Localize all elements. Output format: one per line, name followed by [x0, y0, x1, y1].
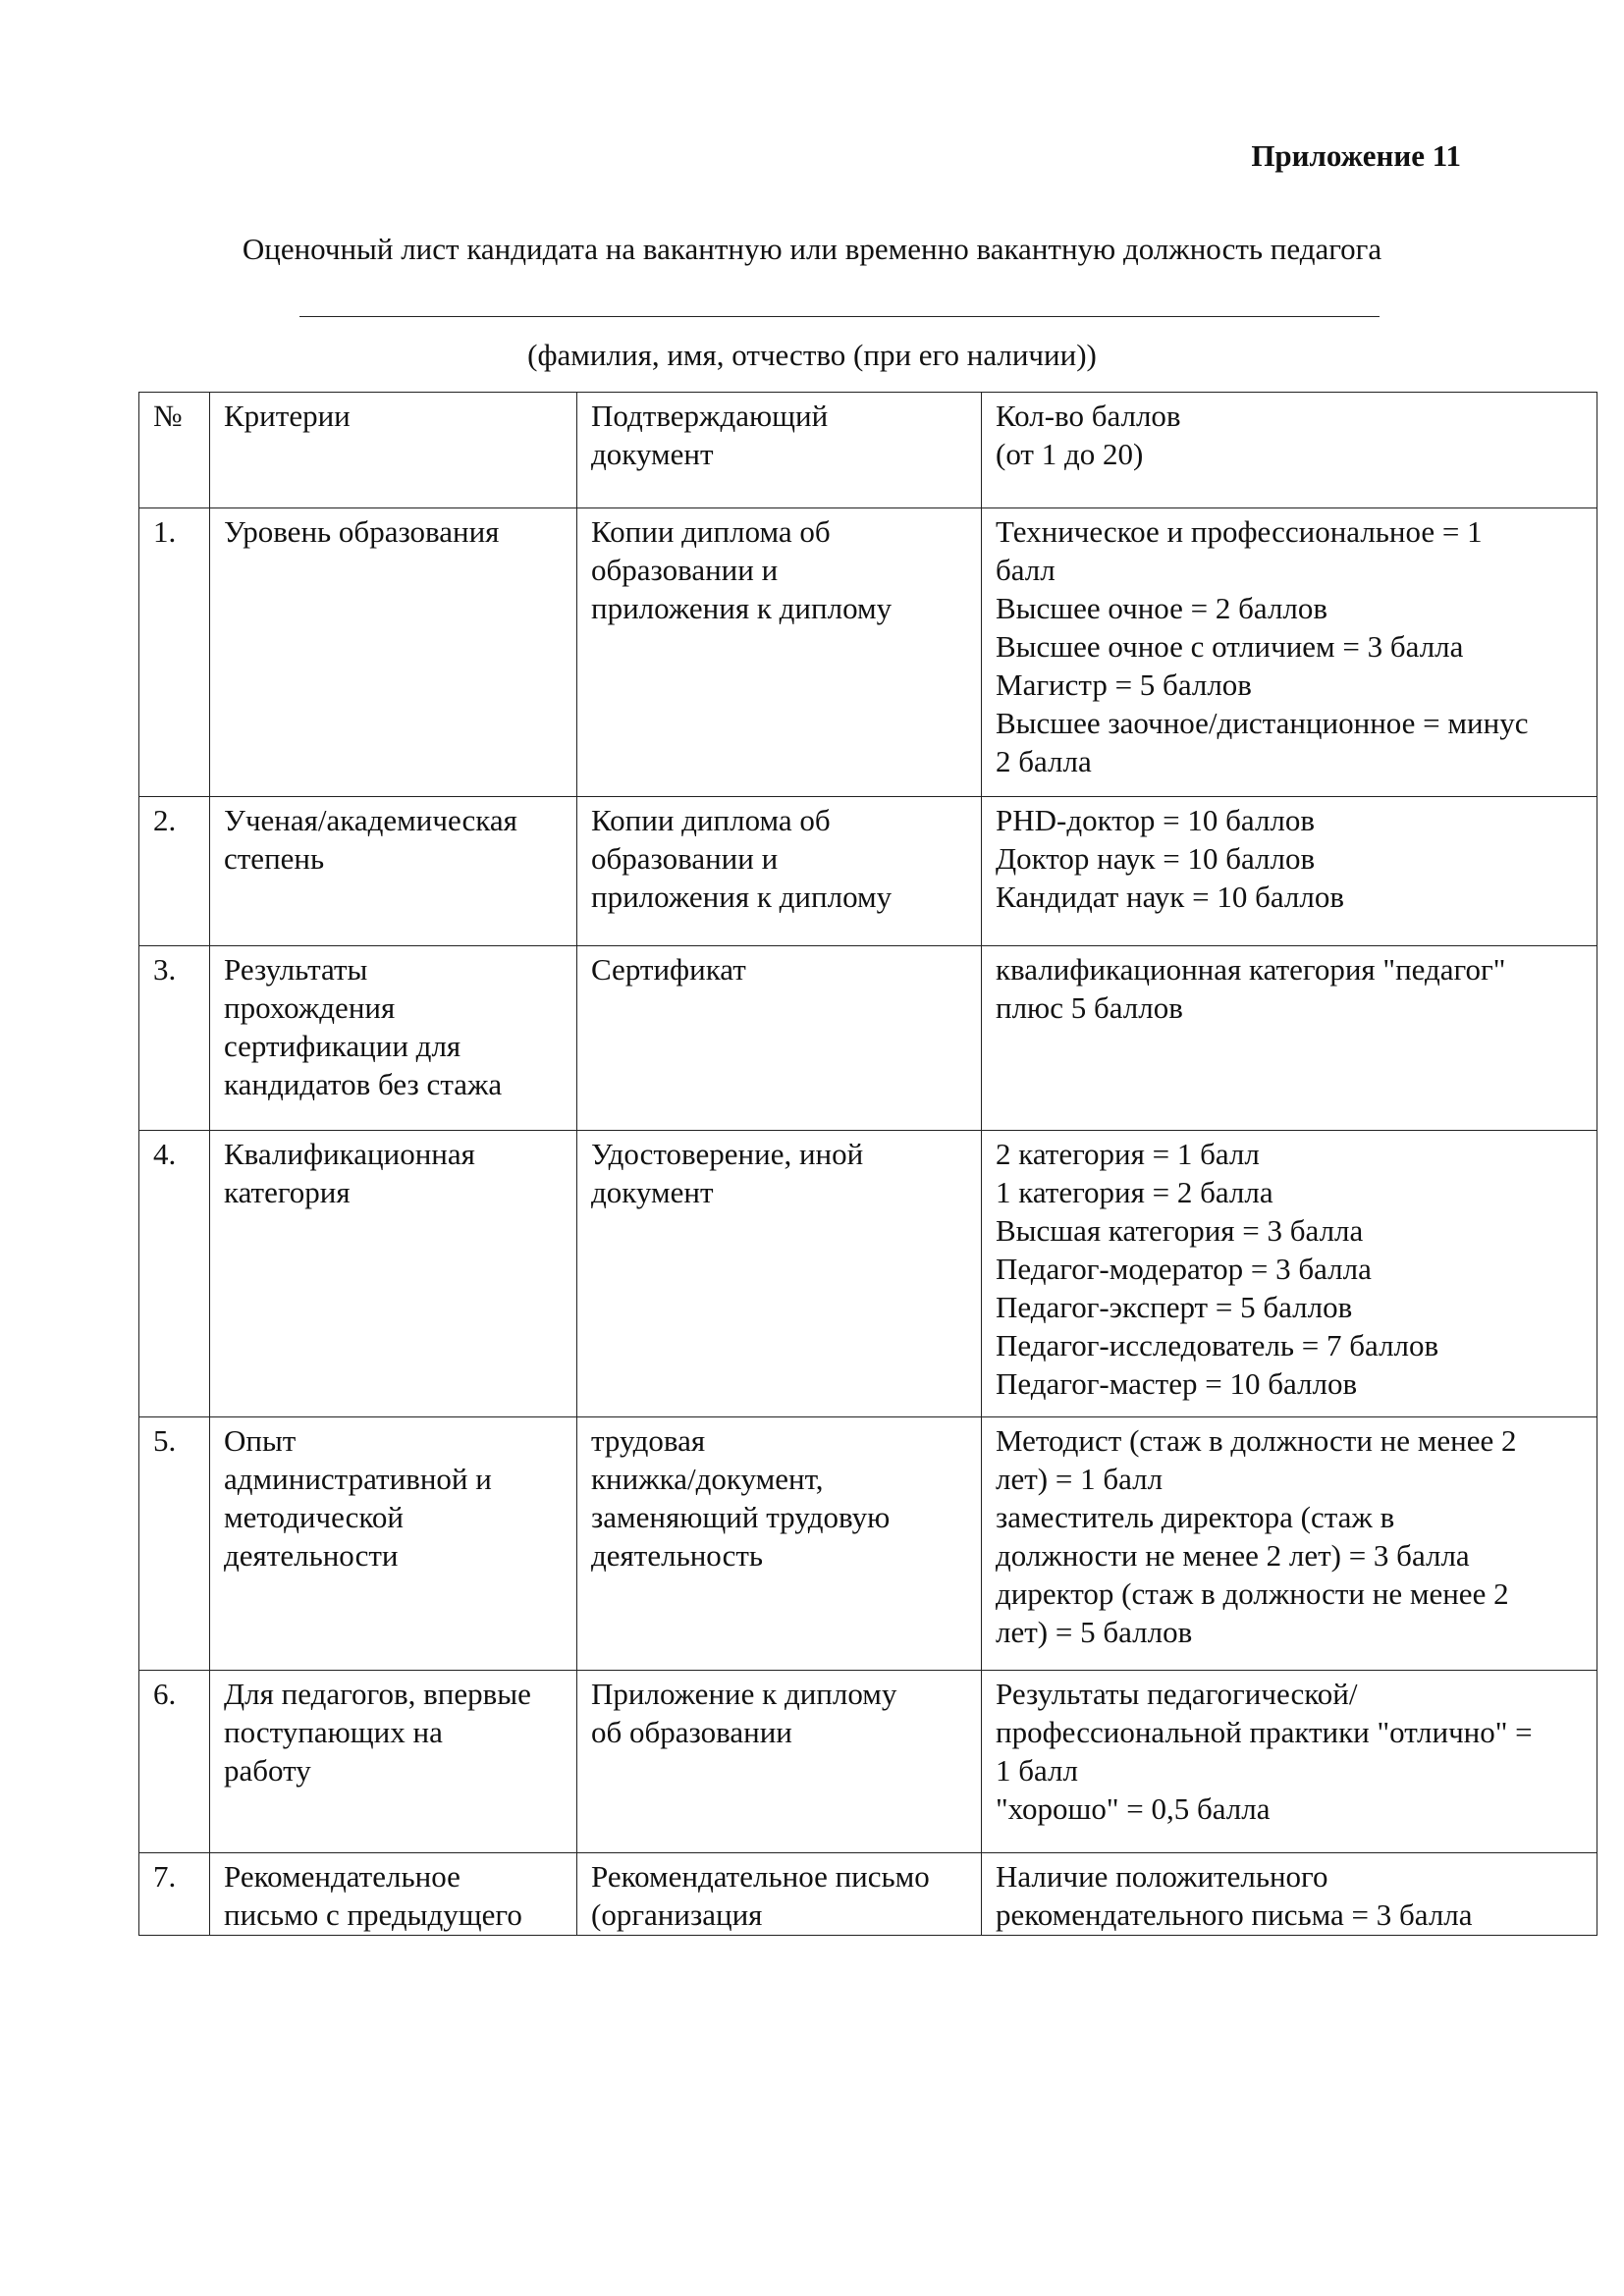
row-document: Приложение к диплому об образовании: [577, 1671, 982, 1853]
table-row: [139, 508, 1597, 797]
appendix-number: Приложение 11: [1251, 138, 1461, 173]
row-score: PHD-доктор = 10 баллов Доктор наук = 10 баллов Кандидат наук = 10 баллов: [982, 797, 1597, 946]
row-document: Сертификат: [577, 946, 982, 1131]
header-num: №: [139, 393, 210, 508]
row-num: 6.: [139, 1671, 210, 1853]
table-row: [139, 1417, 1597, 1671]
row-criterion: Ученая/академическая степень: [210, 797, 577, 946]
row-criterion: Квалификационная категория: [210, 1131, 577, 1417]
table-row: [139, 1671, 1597, 1853]
header-document: Подтверждающий документ: [577, 393, 982, 508]
row-document: Копии диплома об образовании и приложения к диплому: [577, 508, 982, 797]
header-score: Кол-во баллов (от 1 до 20): [982, 393, 1597, 508]
row-criterion: Уровень образования: [210, 508, 577, 797]
criteria-table: [138, 392, 1597, 1936]
candidate-name-line: [299, 316, 1380, 317]
row-document: Копии диплома об образовании и приложения к диплому: [577, 797, 982, 946]
header-criterion: Критерии: [210, 393, 577, 508]
row-document: Удостоверение, иной документ: [577, 1131, 982, 1417]
row-score: Результаты педагогической/ профессиональной практики "отлично" = 1 балл "хорошо" = 0,5 балла: [982, 1671, 1597, 1853]
row-criterion: Для педагогов, впервые поступающих на работу: [210, 1671, 577, 1853]
row-score: 2 категория = 1 балл 1 категория = 2 балла Высшая категория = 3 балла Педагог-модератор = 3 балла Педагог-эксперт = 5 баллов Педагог-исследователь = 7 баллов Педагог-мастер = 10 баллов: [982, 1131, 1597, 1417]
document-title: Оценочный лист кандидата на вакантную или временно вакантную должность педагога: [242, 232, 1382, 266]
table-row: [139, 797, 1597, 946]
row-document: трудовая книжка/документ, заменяющий трудовую деятельность: [577, 1417, 982, 1671]
table-row: [139, 1131, 1597, 1417]
row-score: Методист (стаж в должности не менее 2 лет) = 1 балл заместитель директора (стаж в должности не менее 2 лет) = 3 балла директор (стаж в должности не менее 2 лет) = 5 баллов: [982, 1417, 1597, 1671]
row-criterion: Опыт административной и методической деятельности: [210, 1417, 577, 1671]
row-criterion: Результаты прохождения сертификации для кандидатов без стажа: [210, 946, 577, 1131]
row-num: 7.: [139, 1853, 210, 1936]
row-num: 4.: [139, 1131, 210, 1417]
row-num: 3.: [139, 946, 210, 1131]
row-score: Наличие положительного рекомендательного письма = 3 балла: [982, 1853, 1597, 1936]
row-num: 5.: [139, 1417, 210, 1671]
row-document: Рекомендательное письмо (организация: [577, 1853, 982, 1936]
row-num: 1.: [139, 508, 210, 797]
row-criterion: Рекомендательное письмо с предыдущего: [210, 1853, 577, 1936]
table-row: [139, 1853, 1597, 1936]
candidate-name-caption: (фамилия, имя, отчество (при его наличии)): [527, 338, 1097, 372]
table-row: [139, 946, 1597, 1131]
row-score: Техническое и профессиональное = 1 балл Высшее очное = 2 баллов Высшее очное с отличием = 3 балла Магистр = 5 баллов Высшее заочное/дистанционное = минус 2 балла: [982, 508, 1597, 797]
row-score: квалификационная категория "педагог" плюс 5 баллов: [982, 946, 1597, 1131]
row-num: 2.: [139, 797, 210, 946]
table-header-row: [139, 393, 1597, 508]
